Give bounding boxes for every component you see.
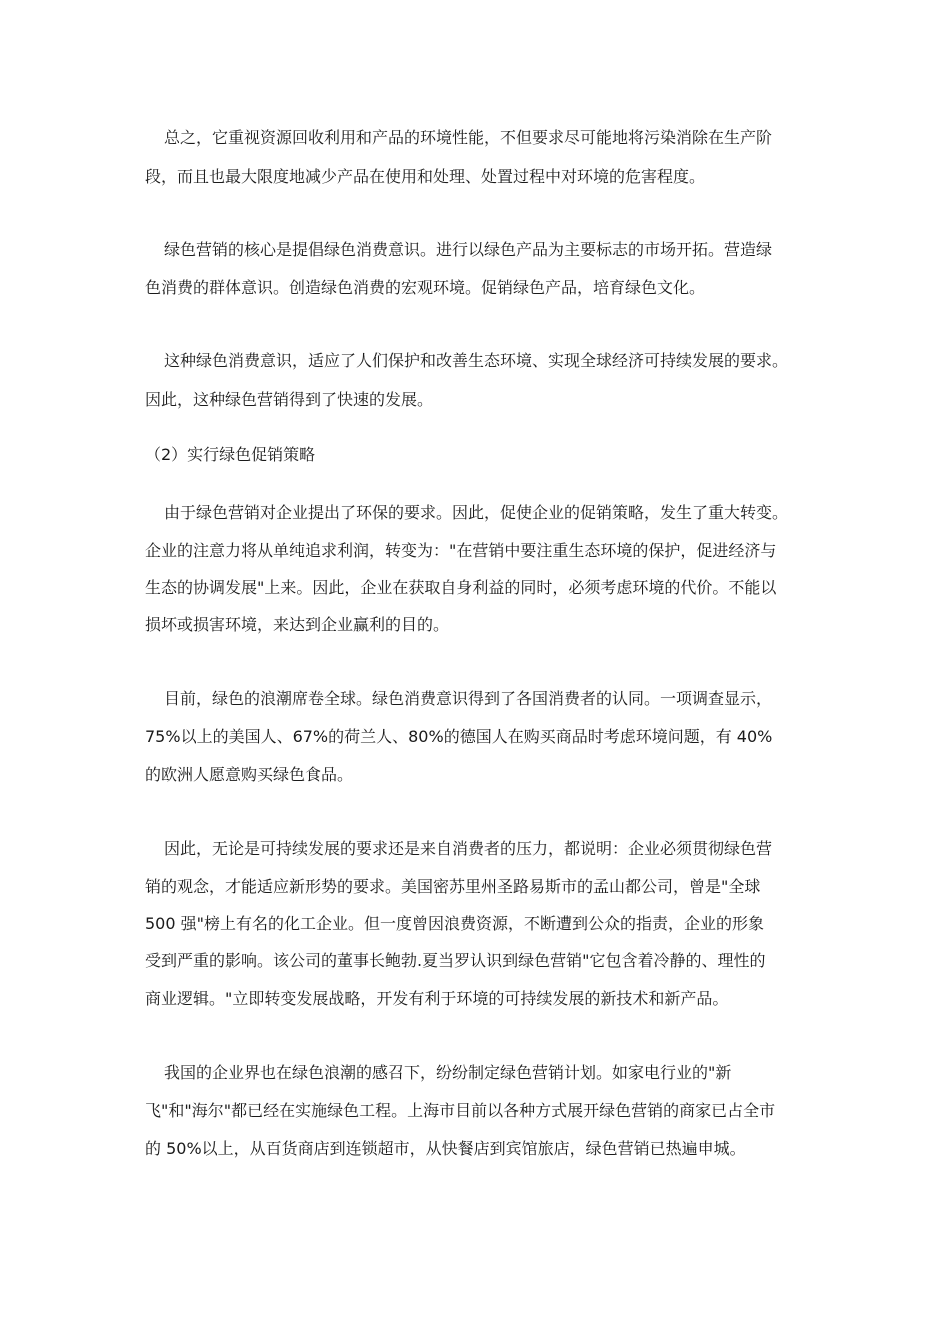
paragraph-5-line-2: 75%以上的美国人、67%的荷兰人、80%的德国人在购买商品时考虑环境问题，有 40% <box>145 727 773 746</box>
paragraph-2-line-1: 绿色营销的核心是提倡绿色消费意识。进行以绿色产品为主要标志的市场开拓。营造绿 <box>164 240 773 259</box>
paragraph-7-line-1: 我国的企业界也在绿色浪潮的感召下，纷纷制定绿色营销计划。如家电行业的"新 <box>164 1063 732 1082</box>
section-heading: （2）实行绿色促销策略 <box>145 445 316 464</box>
paragraph-7-line-2: 飞"和"海尔"都已经在实施绿色工程。上海市目前以各种方式展开绿色营销的商家已占全市 <box>145 1101 776 1120</box>
paragraph-1-line-1: 总之，它重视资源回收利用和产品的环境性能，不但要求尽可能地将污染消除在生产阶 <box>164 128 773 147</box>
paragraph-5-line-1: 目前，绿色的浪潮席卷全球。绿色消费意识得到了各国消费者的认同。一项调查显示， <box>164 689 773 708</box>
paragraph-6-line-2: 销的观念，才能适应新形势的要求。美国密苏里州圣路易斯市的孟山都公司，曾是"全球 <box>145 877 761 896</box>
paragraph-2-line-2: 色消费的群体意识。创造绿色消费的宏观环境。促销绿色产品，培育绿色文化。 <box>145 278 706 297</box>
paragraph-5-line-3: 的欧洲人愿意购买绿色食品。 <box>145 765 354 784</box>
paragraph-6-line-3: 500 强"榜上有名的化工企业。但一度曾因浪费资源，不断遭到公众的指责，企业的形象 <box>145 914 764 933</box>
paragraph-4-line-1: 由于绿色营销对企业提出了环保的要求。因此，促使企业的促销策略，发生了重大转变。 <box>164 503 789 522</box>
paragraph-4-line-2: 企业的注意力将从单纯追求利润，转变为："在营销中要注重生态环境的保护，促进经济与 <box>145 541 777 560</box>
paragraph-4-line-4: 损坏或损害环境，来达到企业赢利的目的。 <box>145 615 450 634</box>
paragraph-3-line-2: 因此，这种绿色营销得到了快速的发展。 <box>145 390 434 409</box>
paragraph-6-line-4: 受到严重的影响。该公司的董事长鲍勃.夏当罗认识到绿色营销"它包含着冷静的、理性的 <box>145 951 766 970</box>
paragraph-3-line-1: 这种绿色消费意识，适应了人们保护和改善生态环境、实现全球经济可持续发展的要求。 <box>164 351 789 370</box>
paragraph-7-line-3: 的 50%以上，从百货商店到连锁超市，从快餐店到宾馆旅店，绿色营销已热遍申城。 <box>145 1139 746 1158</box>
paragraph-6-line-1: 因此，无论是可持续发展的要求还是来自消费者的压力，都说明：企业必须贯彻绿色营 <box>164 839 773 858</box>
paragraph-4-line-3: 生态的协调发展"上来。因此，企业在获取自身利益的同时，必须考虑环境的代价。不能以 <box>145 578 777 597</box>
paragraph-1-line-2: 段，而且也最大限度地减少产品在使用和处理、处置过程中对环境的危害程度。 <box>145 167 706 186</box>
paragraph-6-line-5: 商业逻辑。"立即转变发展战略，开发有利于环境的可持续发展的新技术和新产品。 <box>145 989 729 1008</box>
